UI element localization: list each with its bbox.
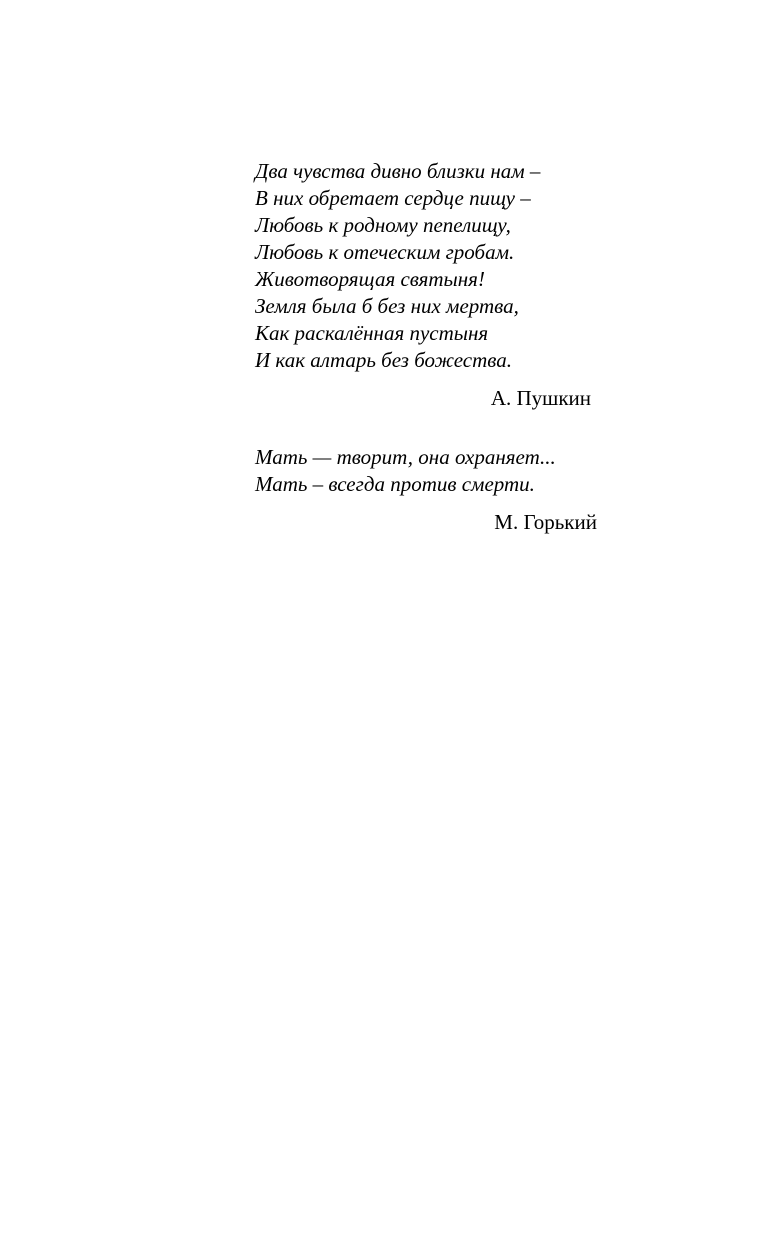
epigraph-author: А. Пушкин [490, 386, 591, 410]
verse-line: Животворящая святыня! [255, 267, 485, 291]
verse-line: Любовь к родному пепелищу, [255, 213, 511, 237]
verse-line: Мать – всегда против смерти. [255, 472, 535, 496]
epigraph-author: М. Горький [494, 510, 597, 534]
verse-line: В них обретает сердце пищу – [255, 186, 531, 210]
verse-line: Два чувства дивно близки нам – [255, 159, 541, 183]
verse-line: Любовь к отеческим гробам. [255, 240, 515, 264]
verse-line: Земля была б без них мертва, [255, 294, 519, 318]
epigraph-pushkin [255, 158, 600, 412]
verse-line: Как раскалённая пустыня [255, 321, 489, 345]
epigraph-gorky [255, 444, 600, 536]
verse-line: И как алтарь без божества. [255, 348, 512, 372]
verse-line: Мать — творит, она охраняет... [255, 445, 556, 469]
